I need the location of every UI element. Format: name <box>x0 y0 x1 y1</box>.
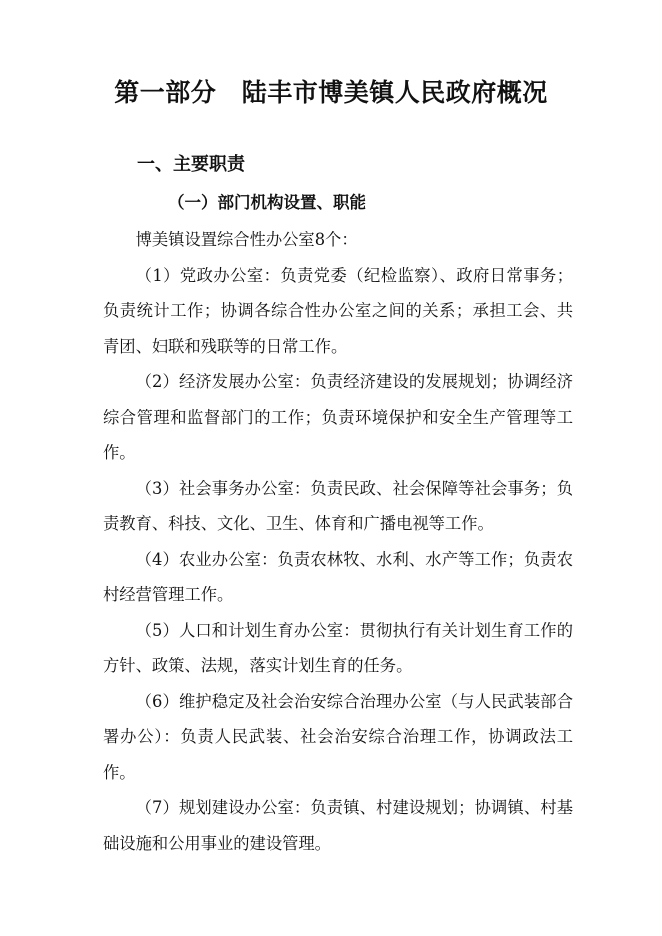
paragraph-intro: 博美镇设置综合性办公室8个： <box>135 230 358 249</box>
subsection-heading: （一）部门机构设置、职能 <box>168 193 366 212</box>
paragraph-agriculture-office: （4）农业办公室：负责农林牧、水利、水产等工作；负责农村经营管理工作。 <box>103 549 573 604</box>
page-title: 第一部分 陆丰市博美镇人民政府概况 <box>114 78 548 107</box>
section-heading: 一、主要职责 <box>137 154 245 175</box>
paragraph-family-planning-office: （5）人口和计划生育办公室：贯彻执行有关计划生育工作的方针、政策、法规，落实计划生育的任务。 <box>103 620 573 675</box>
document-body <box>103 222 573 861</box>
paragraph-planning-office: （7）规划建设办公室：负责镇、村建设规划；协调镇、村基础设施和公用事业的建设管理。 <box>103 798 573 853</box>
paragraph-party-office: （1）党政办公室：负责党委（纪检监察）、政府日常事务；负责统计工作；协调各综合性办公室之间的关系；承担工会、共青团、妇联和残联等的日常工作。 <box>103 265 573 356</box>
paragraph-stability-office: （6）维护稳定及社会治安综合治理办公室（与人民武装部合署办公）：负责人民武装、社会治安综合治理工作，协调政法工作。 <box>103 691 573 782</box>
paragraph-social-affairs-office: （3）社会事务办公室：负责民政、社会保障等社会事务；负责教育、科技、文化、卫生、体育和广播电视等工作。 <box>103 478 573 533</box>
paragraph-economic-office: （2）经济发展办公室：负责经济建设的发展规划；协调经济综合管理和监督部门的工作；负责环境保护和安全生产管理等工作。 <box>103 372 573 462</box>
